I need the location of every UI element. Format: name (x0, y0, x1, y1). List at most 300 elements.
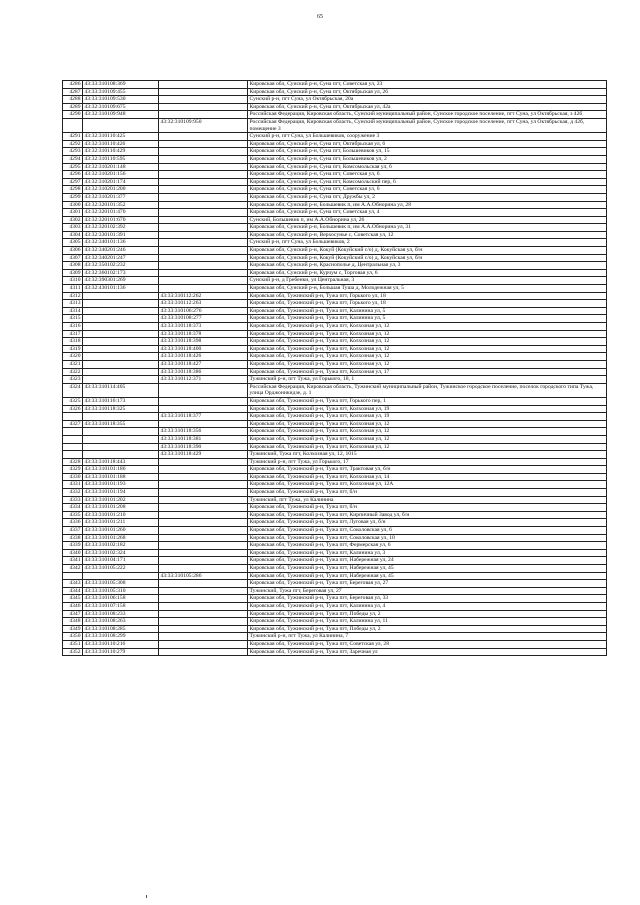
address-cell: Сунский р-н, пгт Суна, ул Большевиков, сооружение 3 (248, 133, 607, 141)
row-number-cell: 4339 (63, 542, 83, 550)
cadastral-number-cell (83, 330, 159, 338)
row-number-cell: 4287 (63, 88, 83, 96)
cadastral-number-cell: 43:33:310118:325 (83, 405, 159, 413)
table-row (63, 618, 607, 626)
cadastral-number-cell: 43:33:310105:308 (83, 580, 159, 588)
cadastral-number-cell (83, 428, 159, 436)
table-row (63, 193, 607, 201)
row-number-cell: 4317 (63, 330, 83, 338)
address-cell: Сунский р-н, пгт Суна, ул Большевиков, 2 (248, 239, 607, 247)
row-number-cell: 4309 (63, 269, 83, 277)
premises-number-cell: 43:33:310112:371 (159, 376, 248, 384)
premises-number-cell: 43:33:310118:429 (159, 451, 248, 459)
address-cell: Сунский р-н, д Гребенки, ул Центральная, 3 (248, 277, 607, 285)
table-row (63, 633, 607, 641)
address-cell: Кировская обл, Тужинский р-н, Тужа пгт, Победы ул, 2 (248, 625, 607, 633)
row-number-cell: 4332 (63, 489, 83, 497)
address-cell: Кировская обл, Сунский р-н, Суна пгт, Комсомольский пер, 6 (248, 178, 607, 186)
premises-number-cell (159, 193, 248, 201)
table-row (63, 285, 607, 293)
row-number-cell: 4301 (63, 209, 83, 217)
address-cell: Кировская обл, Тужинский р-н, Тужа пгт, Калинина ул, 11 (248, 618, 607, 626)
cadastral-number-cell (83, 360, 159, 368)
cadastral-number-cell: 43:33:310101:210 (83, 511, 159, 519)
cadastral-number-cell: 43:32:310109:948 (83, 111, 159, 119)
row-number-cell: 4333 (63, 496, 83, 504)
cadastral-number-cell (83, 413, 159, 421)
row-number-cell: 4337 (63, 527, 83, 535)
row-number-cell: 4334 (63, 504, 83, 512)
cadastral-number-cell (83, 323, 159, 331)
cadastral-number-cell: 43:33:310105:222 (83, 565, 159, 573)
cadastral-number-cell: 43:33:310114:405 (83, 383, 159, 397)
cadastral-number-cell (83, 118, 159, 132)
cadastral-number-cell: 43:32:310110:595 (83, 155, 159, 163)
address-cell: Кировская обл, Тужинский р-н, Тужа пгт, Колхозная ул, 12 (248, 360, 607, 368)
cadastral-number-cell: 43:33:310101:211 (83, 519, 159, 527)
table-row (63, 178, 607, 186)
table-row (63, 345, 607, 353)
cadastral-number-cell (83, 443, 159, 451)
cadastral-number-cell: 43:33:310108:299 (83, 633, 159, 641)
cadastral-number-cell: 43:33:310109:530 (83, 96, 159, 104)
premises-number-cell (159, 625, 248, 633)
row-number-cell: 4343 (63, 580, 83, 588)
row-number-cell: 4346 (63, 602, 83, 610)
cadastral-number-cell (83, 435, 159, 443)
table-row (63, 118, 607, 132)
cadastral-number-cell (83, 368, 159, 376)
table-row (63, 458, 607, 466)
row-number-cell: 4323 (63, 376, 83, 384)
premises-number-cell (159, 262, 248, 270)
premises-number-cell (159, 277, 248, 285)
premises-number-cell (159, 209, 248, 217)
premises-number-cell (159, 633, 248, 641)
address-cell: Кировская обл, Тужинский р-н, Тужа пгт, Береговая ул, 27 (248, 580, 607, 588)
address-cell: Тужинский р-н, пгт Тужа, ул Горького, 17 (248, 458, 607, 466)
table-row (63, 405, 607, 413)
table-row (63, 224, 607, 232)
table-row (63, 307, 607, 315)
row-number-cell: 4306 (63, 247, 83, 255)
premises-number-cell: 43:33:310112:262 (159, 292, 248, 300)
cadastral-number-cell (83, 300, 159, 308)
address-cell: Кировская обл, Тужинский р-н, Тужа пгт, Колхозная ул, 12А (248, 481, 607, 489)
premises-number-cell (159, 405, 248, 413)
cadastral-number-cell: 43:33:310101:186 (83, 466, 159, 474)
premises-number-cell (159, 133, 248, 141)
row-number-cell: 4302 (63, 216, 83, 224)
table-row (63, 216, 607, 224)
table-row (63, 428, 607, 436)
row-number-cell: 4331 (63, 481, 83, 489)
address-cell: Кировская обл, Тужинский р-н, Тужа пгт, Набережная ул, 45 (248, 572, 607, 580)
address-cell: Кировская обл, Тужинский р-н, Тужа пгт, Кирпичный Завод ул, б/н (248, 511, 607, 519)
address-cell: Кировская обл, Сунский р-н, Большевик п, им А.А.Обнорина ул, 28 (248, 201, 607, 209)
row-number-cell (63, 428, 83, 436)
table-row (63, 330, 607, 338)
address-cell: Кировская обл, Сунский р-н, Суна пгт, Советская ул, 6 (248, 186, 607, 194)
row-number-cell: 4328 (63, 458, 83, 466)
premises-number-cell (159, 140, 248, 148)
address-cell: Кировская обл, Сунский р-н, Кокуй (Кокуйский с/о) д, Кокуйская ул, б/н (248, 254, 607, 262)
table-row (63, 549, 607, 557)
cadastral-number-cell: 43:32:360102:173 (83, 269, 159, 277)
table-row (63, 111, 607, 119)
premises-number-cell: 43:33:310106:276 (159, 307, 248, 315)
row-number-cell: 4308 (63, 262, 83, 270)
premises-number-cell: 43:33:310112:263 (159, 300, 248, 308)
row-number-cell: 4350 (63, 633, 83, 641)
cadastral-number-cell: 43:33:310107:158 (83, 602, 159, 610)
cadastral-number-cell: 43:32:310201:148 (83, 163, 159, 171)
cadastral-number-cell: 43:33:310108:233 (83, 610, 159, 618)
address-cell: Кировская обл, Тужинский р-н, Тужа пгт, Колхозная ул, 12 (248, 443, 607, 451)
row-number-cell: 4320 (63, 353, 83, 361)
cadastral-number-cell: 43:33:310116:173 (83, 397, 159, 405)
row-number-cell: 4329 (63, 466, 83, 474)
premises-number-cell: 43:33:310118:398 (159, 338, 248, 346)
table-row (63, 239, 607, 247)
address-cell: Кировская обл, Тужинский р-н, Тужа пгт, Береговая ул, 33 (248, 595, 607, 603)
table-row (63, 565, 607, 573)
table-row (63, 504, 607, 512)
premises-number-cell (159, 216, 248, 224)
cadastral-number-cell: 43:32:340101:136 (83, 239, 159, 247)
table-row (63, 360, 607, 368)
premises-number-cell (159, 549, 248, 557)
cadastral-number-cell (83, 376, 159, 384)
row-number-cell: 4305 (63, 239, 83, 247)
row-number-cell: 4304 (63, 231, 83, 239)
cadastral-number-cell: 43:33:310101:193 (83, 481, 159, 489)
address-cell: Сунский р-н, пгт Суна, ул Октябрьская, 20а (248, 96, 607, 104)
cadastral-number-cell: 43:32:320101:670 (83, 216, 159, 224)
address-cell: Кировская обл, Сунский р-н, Курчум с, Торговая ул, 6 (248, 269, 607, 277)
row-number-cell: 4292 (63, 140, 83, 148)
row-number-cell: 4345 (63, 595, 83, 603)
row-number-cell: 4335 (63, 511, 83, 519)
premises-number-cell (159, 648, 248, 656)
premises-number-cell: 43:33:310118:381 (159, 435, 248, 443)
address-cell: Кировская обл, Тужинский р-н, Тужа пгт, Калинина ул, 3 (248, 549, 607, 557)
table-row (63, 481, 607, 489)
premises-number-cell (159, 618, 248, 626)
premises-number-cell (159, 88, 248, 96)
row-number-cell: 4298 (63, 186, 83, 194)
address-cell: Тужинский р-н, пгт Тужа, ул Калинина, 7 (248, 633, 607, 641)
row-number-cell: 4325 (63, 397, 83, 405)
premises-number-cell (159, 383, 248, 397)
table-row (63, 171, 607, 179)
table-row (63, 376, 607, 384)
table-row (63, 496, 607, 504)
row-number-cell: 4319 (63, 345, 83, 353)
premises-number-cell (159, 595, 248, 603)
cadastral-number-cell: 43:33:310102:182 (83, 542, 159, 550)
scan-mark (146, 895, 147, 898)
table-row (63, 542, 607, 550)
address-cell: Кировская обл, Сунский р-н, Суна пгт, Советская ул, 6 (248, 171, 607, 179)
cadastral-number-cell: 43:33:310101:260 (83, 527, 159, 535)
cadastral-number-cell: 43:33:310102:324 (83, 549, 159, 557)
table-row (63, 155, 607, 163)
premises-number-cell (159, 565, 248, 573)
cadastral-number-cell: 43:32:310110:425 (83, 133, 159, 141)
address-cell: Кировская обл, Тужинский р-н, Тужа пгт, Трактовая ул, б/н (248, 466, 607, 474)
premises-number-cell (159, 534, 248, 542)
cadastral-number-cell: 43:32:310109:675 (83, 103, 159, 111)
address-cell: Кировская обл, Тужинский р-н, Тужа пгт, Набережная ул, 24 (248, 557, 607, 565)
address-cell: Кировская обл, Сунский р-н, Большевик п, им А.А.Обнорина ул, 31 (248, 224, 607, 232)
address-cell: Кировская обл, Сунский р-н, Краснополье д, Центральная ул, 3 (248, 262, 607, 270)
cadastral-number-cell: 43:33:310101:188 (83, 473, 159, 481)
cadastral-number-cell: 43:33:310101:194 (83, 489, 159, 497)
premises-number-cell (159, 527, 248, 535)
row-number-cell (63, 435, 83, 443)
address-cell: Кировская обл, Тужинский р-н, Тужа пгт, Победы ул, 2 (248, 610, 607, 618)
row-number-cell (63, 413, 83, 421)
cadastral-number-cell: 43:33:310101:268 (83, 534, 159, 542)
table-row (63, 247, 607, 255)
address-cell: Кировская обл, Сунский р-н, Большая Туша д, Молодежная ул, 5 (248, 285, 607, 293)
table-row (63, 262, 607, 270)
table-row (63, 451, 607, 459)
address-cell: Кировская обл, Сунский р-н, Суна пгт, Октябрьская ул, 26 (248, 88, 607, 96)
row-number-cell: 4326 (63, 405, 83, 413)
cadastral-number-cell: 43:32:340201:247 (83, 254, 159, 262)
address-cell: Кировская обл, Тужинский р-н, Тужа пгт, Соколовская ул, 6 (248, 527, 607, 535)
row-number-cell: 4315 (63, 315, 83, 323)
premises-number-cell: 43:32:310109:950 (159, 118, 248, 132)
table-row (63, 81, 607, 89)
premises-number-cell (159, 602, 248, 610)
address-cell: Российская Федерация, Кировская область, Тужинский муниципальный район, Тужинское городское поселение, поселок городского типа Тужа, улица Орджоникидзе, д. 1 (248, 383, 607, 397)
address-cell: Кировская обл, Тужинский р-н, Тужа пгт, Луговая ул, б/н (248, 519, 607, 527)
premises-number-cell (159, 178, 248, 186)
cadastral-number-cell: 43:33:310106:158 (83, 595, 159, 603)
row-number-cell: 4340 (63, 549, 83, 557)
row-number-cell: 4321 (63, 360, 83, 368)
cadastral-number-cell: 43:33:310110:216 (83, 640, 159, 648)
premises-number-cell: 43:33:310118:377 (159, 413, 248, 421)
address-cell: Кировская обл, Сунский р-н, Суна пгт, Дружбы ул, 2 (248, 193, 607, 201)
row-number-cell: 4313 (63, 300, 83, 308)
cadastral-number-cell (83, 315, 159, 323)
cadastral-number-cell (83, 451, 159, 459)
cadastral-number-cell (83, 353, 159, 361)
row-number-cell: 4341 (63, 557, 83, 565)
address-cell: Кировская обл, Сунский р-н, Суна пгт, Большевиков ул, 2 (248, 155, 607, 163)
premises-number-cell: 43:33:310105:286 (159, 572, 248, 580)
premises-number-cell: 43:33:310108:277 (159, 315, 248, 323)
table-row (63, 625, 607, 633)
row-number-cell: 4318 (63, 338, 83, 346)
table-row (63, 648, 607, 656)
premises-number-cell (159, 496, 248, 504)
premises-number-cell (159, 103, 248, 111)
row-number-cell: 4311 (63, 285, 83, 293)
table-row (63, 534, 607, 542)
address-cell: Кировская обл, Тужинский р-н, Тужа пгт, Соколовская ул, 10 (248, 534, 607, 542)
address-cell: Кировская обл, Тужинский р-н, Тужа пгт, Колхозная ул, 12 (248, 353, 607, 361)
table-row (63, 201, 607, 209)
row-number-cell: 4295 (63, 163, 83, 171)
address-cell: Тужинский, Тужа пгт, Береговая ул, 27 (248, 587, 607, 595)
cadastral-number-cell: 43:33:310101:202 (83, 496, 159, 504)
row-number-cell (63, 118, 83, 132)
row-number-cell: 4336 (63, 519, 83, 527)
address-cell: Кировская обл, Сунский р-н, Суна пгт, Октябрьская ул, 6 (248, 140, 607, 148)
table-row (63, 519, 607, 527)
address-cell: Кировская обл, Тужинский р-н, Тужа пгт, Фермерская ул, 6 (248, 542, 607, 550)
row-number-cell: 4300 (63, 201, 83, 209)
table-row (63, 315, 607, 323)
cadastral-number-cell: 43:32:350102:232 (83, 262, 159, 270)
cadastral-number-cell (83, 572, 159, 580)
cadastral-number-cell: 43:33:310101:208 (83, 504, 159, 512)
row-number-cell (63, 451, 83, 459)
cadastral-number-cell: 43:32:320101:352 (83, 201, 159, 209)
premises-number-cell (159, 224, 248, 232)
premises-number-cell: 43:33:310118:386 (159, 368, 248, 376)
cadastral-number-cell (83, 345, 159, 353)
table-row (63, 186, 607, 194)
address-cell: Кировская обл, Тужинский р-н, Тужа пгт, Колхозная ул, 12 (248, 330, 607, 338)
row-number-cell: 4344 (63, 587, 83, 595)
table-row (63, 489, 607, 497)
premises-number-cell: 43:33:310118:378 (159, 330, 248, 338)
cadastral-number-cell: 43:32:320101:470 (83, 209, 159, 217)
premises-number-cell (159, 481, 248, 489)
table-row (63, 88, 607, 96)
premises-number-cell (159, 397, 248, 405)
premises-number-cell (159, 504, 248, 512)
address-cell: Кировская обл, Тужинский р-н, Тужа пгт, Горького ул, 18 (248, 292, 607, 300)
table-row (63, 163, 607, 171)
premises-number-cell (159, 254, 248, 262)
table-row (63, 435, 607, 443)
premises-number-cell (159, 171, 248, 179)
cadastral-number-cell: 43:32:310201:200 (83, 186, 159, 194)
row-number-cell: 4316 (63, 323, 83, 331)
page-number: 65 (317, 14, 323, 20)
premises-number-cell (159, 111, 248, 119)
premises-number-cell (159, 81, 248, 89)
premises-number-cell (159, 201, 248, 209)
premises-number-cell: 43:33:310118:356 (159, 428, 248, 436)
premises-number-cell (159, 458, 248, 466)
table-row (63, 527, 607, 535)
premises-number-cell (159, 163, 248, 171)
table-row (63, 587, 607, 595)
address-cell: Кировская обл, Тужинский р-н, Тужа пгт, Колхозная ул, 17 (248, 368, 607, 376)
table-row (63, 323, 607, 331)
cadastral-number-cell: 43:32:340201:246 (83, 247, 159, 255)
table-row (63, 353, 607, 361)
row-number-cell: 4303 (63, 224, 83, 232)
row-number-cell: 4342 (63, 565, 83, 573)
premises-number-cell: 43:33:310118:390 (159, 443, 248, 451)
premises-number-cell (159, 466, 248, 474)
cadastral-number-cell: 43:32:320102:392 (83, 224, 159, 232)
cadastral-number-cell: 43:33:310118:443 (83, 458, 159, 466)
address-cell: Кировская обл, Тужинский р-н, Тужа пгт, Горького пер, 1 (248, 397, 607, 405)
row-number-cell: 4291 (63, 133, 83, 141)
cadastral-number-cell: 43:32:310201:156 (83, 171, 159, 179)
table-row (63, 610, 607, 618)
table-row (63, 292, 607, 300)
address-cell: Кировская обл, Тужинский р-н, Тужа пгт, Колхозная ул, 19 (248, 405, 607, 413)
row-number-cell: 4352 (63, 648, 83, 656)
table-row (63, 231, 607, 239)
table-row (63, 269, 607, 277)
table-row (63, 420, 607, 428)
address-cell: Российская Федерация, Кировская область, Сунский муниципальный район, Сунское городское поселение, пгт Суна, ул Октябрьская, з 42б (248, 111, 607, 119)
address-cell: Кировская обл, Тужинский р-н, Тужа пгт, Калинина ул, 5 (248, 315, 607, 323)
row-number-cell: 4288 (63, 96, 83, 104)
address-cell: Кировская обл, Сунский р-н, Кокуй (Кокуйский с/о) д, Кокуйская ул, б/н (248, 247, 607, 255)
cadastral-number-cell: 43:33:310105:310 (83, 587, 159, 595)
row-number-cell: 4312 (63, 292, 83, 300)
address-cell: Кировская обл, Тужинский р-н, Тужа пгт, Калинина ул, 4 (248, 602, 607, 610)
address-cell: Кировская обл, Сунский р-н, Суна пгт, Советская ул, 23 (248, 81, 607, 89)
row-number-cell: 4296 (63, 171, 83, 179)
cadastral-number-cell (83, 292, 159, 300)
table-row (63, 557, 607, 565)
table-row (63, 383, 607, 397)
cadastral-number-cell: 43:32:310110:429 (83, 148, 159, 156)
row-number-cell: 4289 (63, 103, 83, 111)
address-cell: Кировская обл, Сунский р-н, Суна пгт, Советская ул, 4 (248, 209, 607, 217)
row-number-cell: 4297 (63, 178, 83, 186)
premises-number-cell (159, 587, 248, 595)
row-number-cell: 4286 (63, 81, 83, 89)
address-cell: Кировская обл, Тужинский р-н, Тужа пгт, Колхозная ул, 12 (248, 435, 607, 443)
premises-number-cell: 43:33:310118:426 (159, 353, 248, 361)
address-cell: Кировская обл, Тужинский р-н, Тужа пгт, Колхозная ул, 12 (248, 323, 607, 331)
table-row (63, 640, 607, 648)
premises-number-cell (159, 489, 248, 497)
row-number-cell: 4314 (63, 307, 83, 315)
table-row (63, 602, 607, 610)
row-number-cell: 4347 (63, 610, 83, 618)
table-row (63, 209, 607, 217)
address-cell: Кировская обл, Тужинский р-н, Тужа пгт, Колхозная ул, 19 (248, 413, 607, 421)
premises-number-cell: 43:33:310118:373 (159, 323, 248, 331)
premises-number-cell (159, 580, 248, 588)
row-number-cell: 4322 (63, 368, 83, 376)
address-cell: Кировская обл, Тужинский р-н, Тужа пгт, Колхозная ул, 12 (248, 345, 607, 353)
premises-number-cell (159, 557, 248, 565)
address-cell: Сунский, Большевик п, им А.А.Обнорина ул, 26 (248, 216, 607, 224)
cadastral-number-cell: 43:32:310201:174 (83, 178, 159, 186)
premises-number-cell (159, 519, 248, 527)
premises-number-cell (159, 239, 248, 247)
table-row (63, 300, 607, 308)
address-cell: Кировская обл, Тужинский р-н, Тужа пгт, Колхозная ул, 12 (248, 420, 607, 428)
row-number-cell: 4348 (63, 618, 83, 626)
cadastral-number-cell: 43:33:310108:263 (83, 618, 159, 626)
row-number-cell: 4349 (63, 625, 83, 633)
premises-number-cell (159, 542, 248, 550)
table-row (63, 443, 607, 451)
address-cell: Кировская обл, Тужинский р-н, Тужа пгт, Колхозная ул, 12 (248, 428, 607, 436)
premises-number-cell (159, 473, 248, 481)
address-cell: Кировская обл, Тужинский р-н, Тужа пгт, Заречная ул (248, 648, 607, 656)
cadastral-number-cell: 43:32:390301:269 (83, 277, 159, 285)
